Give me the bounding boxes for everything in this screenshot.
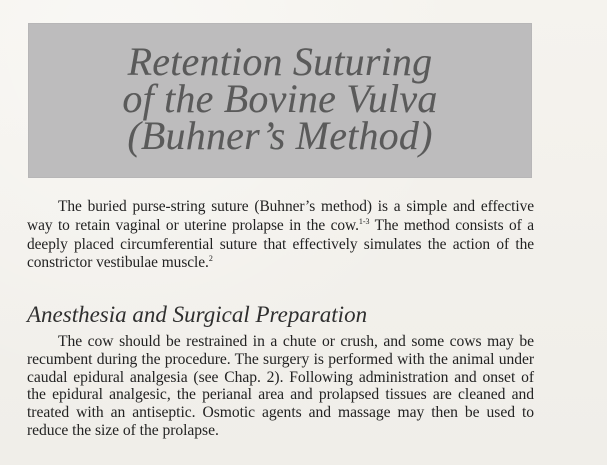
section-heading: Anesthesia and Surgical Preparation xyxy=(27,302,368,327)
intro-text-part-1: The buried purse-string suture (Buhner’s method) is a simple and effective way to retain vaginal or uterine prolapse in the cow. xyxy=(27,198,534,234)
section-paragraph xyxy=(27,333,534,440)
title-line-2: of the Bovine Vulva xyxy=(122,76,438,121)
page-title xyxy=(28,39,532,158)
title-line-3: (Buhner’s Method) xyxy=(127,113,433,158)
intro-paragraph xyxy=(27,198,534,273)
intro-reference-1: 1-3 xyxy=(358,216,370,226)
section-paragraph-text: The cow should be restrained in a chute or crush, and some cows may be recumbent during the procedure. The surgery is performed with the animal under caudal epidural analgesia (see Chap. 2). Following administration and onset of the epidural analgesic, the perianal area and prolapsed tissues are cleaned and treated with an antiseptic. Osmotic agents and massage may then be used to reduce the size of the prolapse. xyxy=(27,333,534,439)
title-line-1: Retention Suturing xyxy=(127,39,433,84)
intro-text-part-2: The method consists of a deeply placed circumferential suture that effectively simulates the action of the constrictor vestibulae muscle. xyxy=(27,216,534,272)
title-band xyxy=(28,23,532,178)
intro-text xyxy=(27,198,534,273)
intro-reference-2: 2 xyxy=(208,254,213,264)
